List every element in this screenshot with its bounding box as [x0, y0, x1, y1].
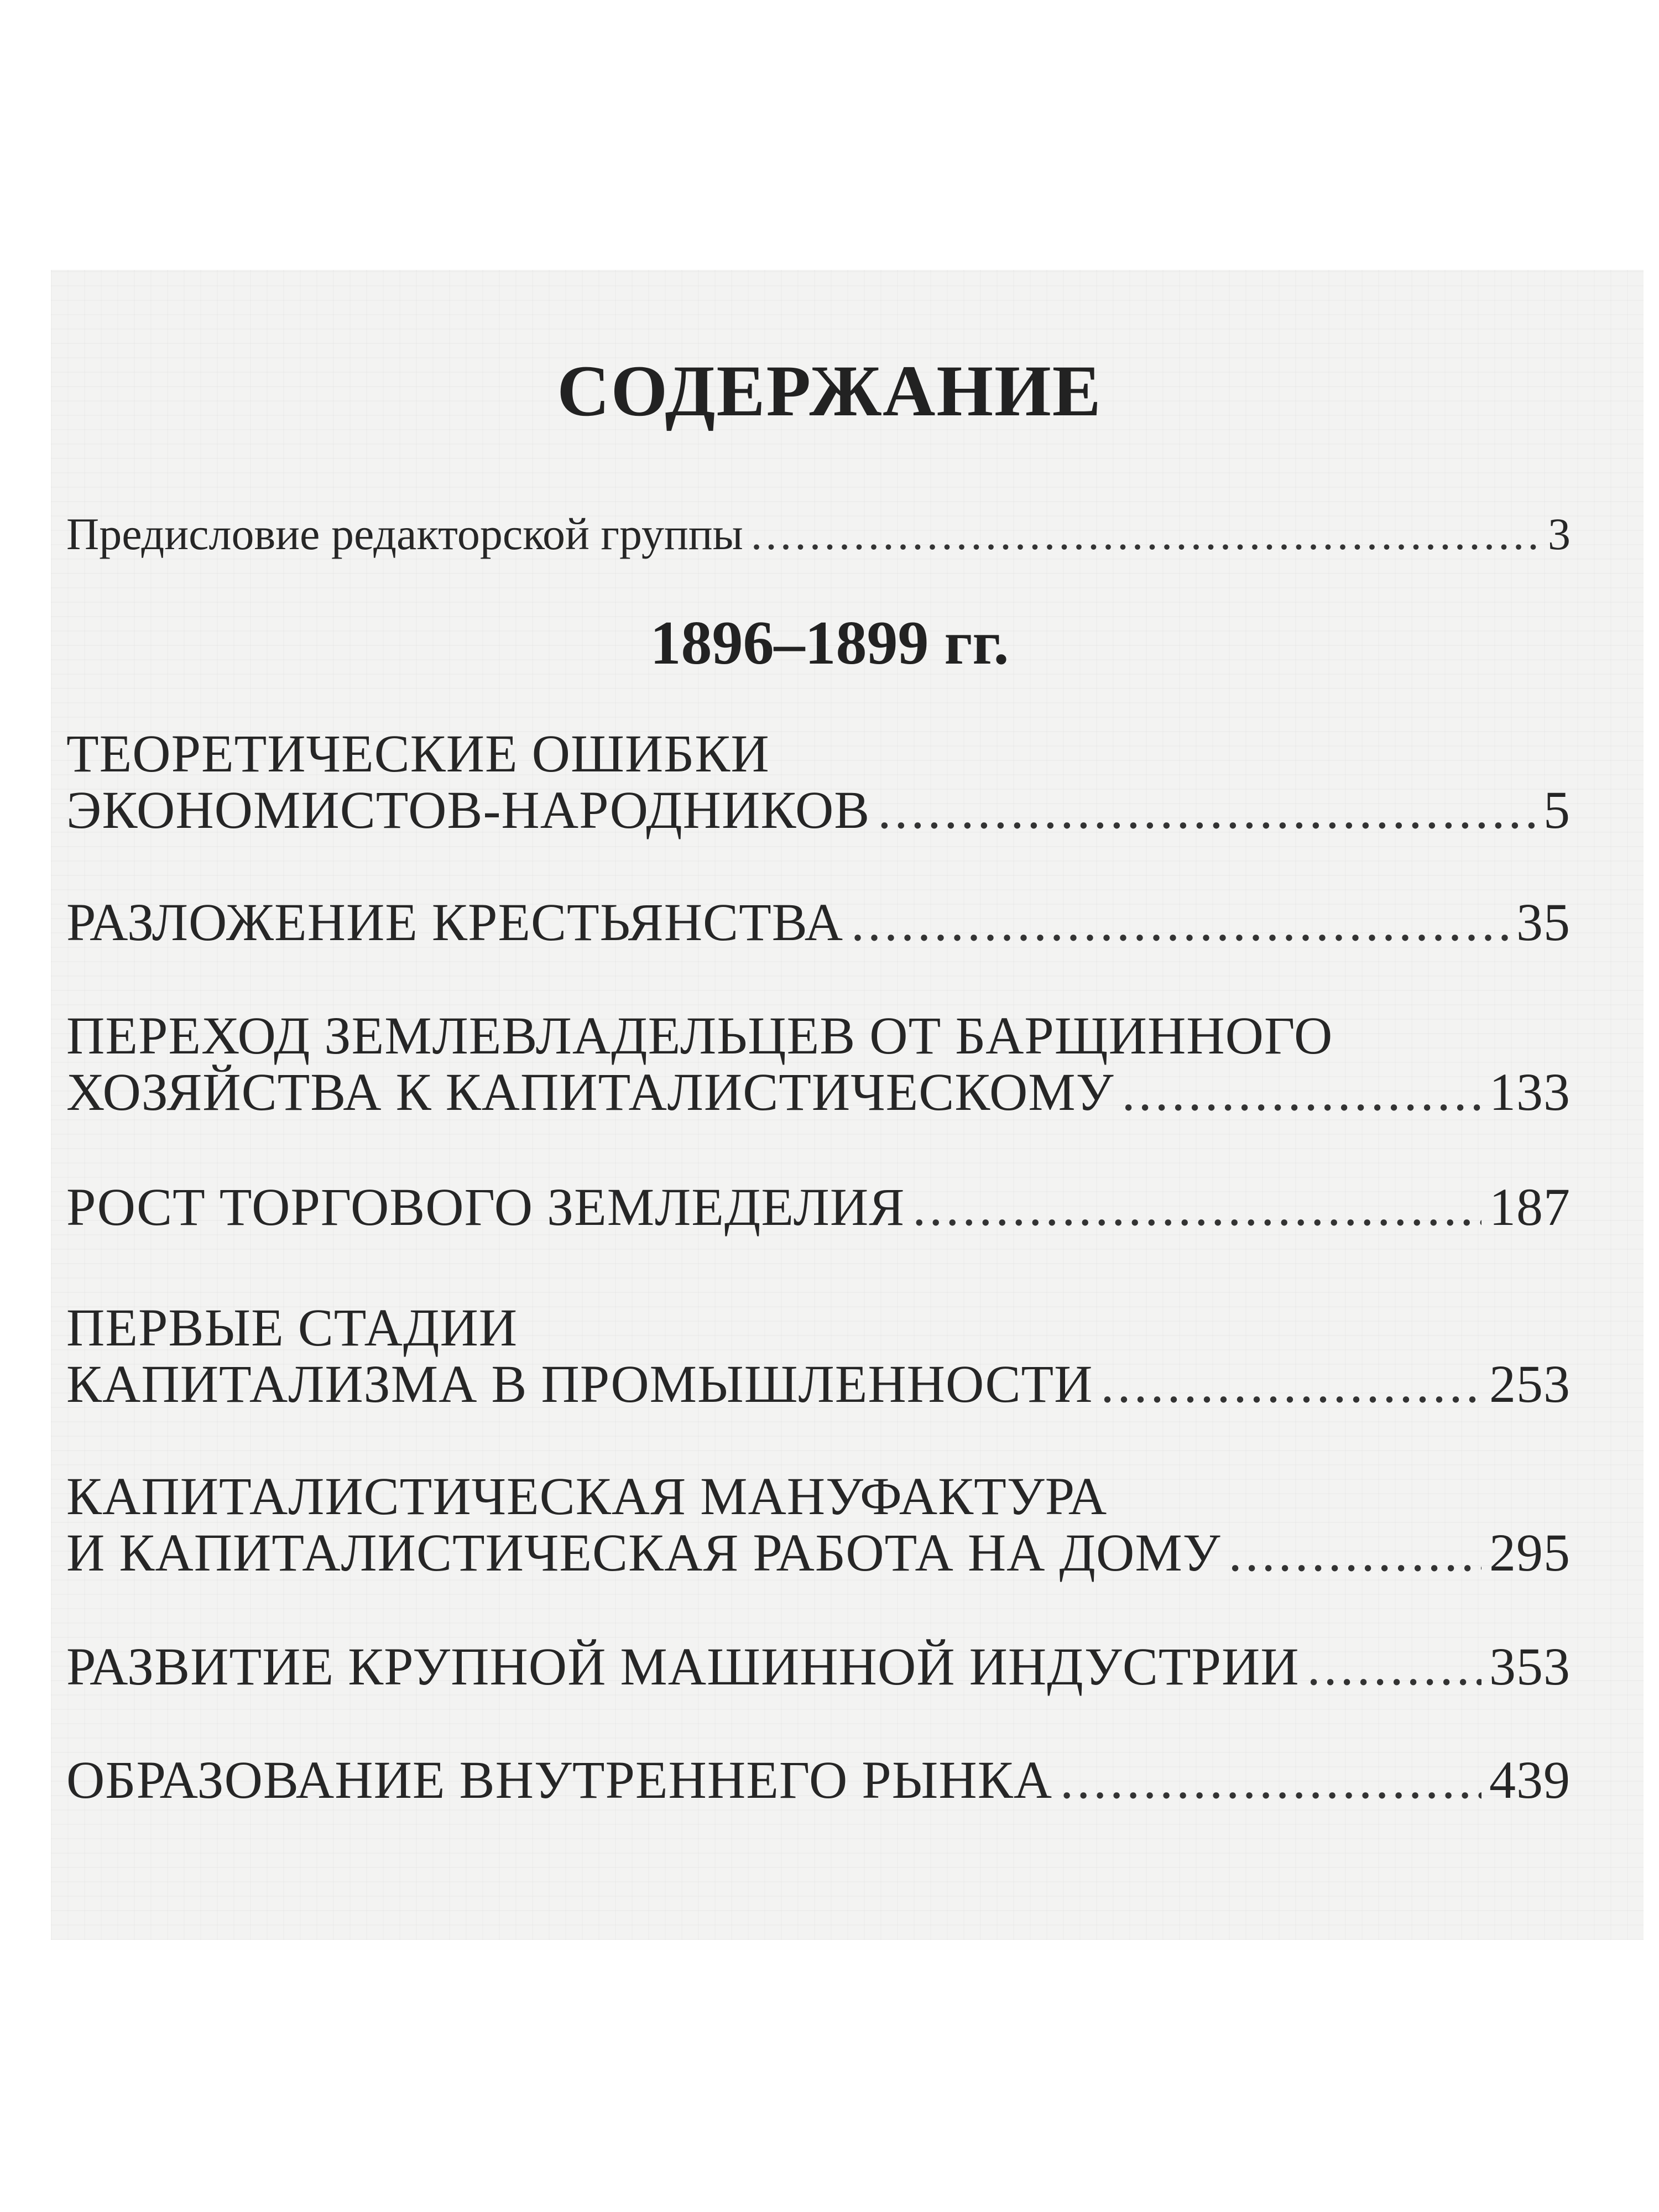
toc-entry [66, 1468, 1571, 1581]
toc-entry-line: И КАПИТАЛИСТИЧЕСКАЯ РАБОТА НА ДОМУ [66, 1523, 1221, 1582]
toc-page-number: 439 [1489, 1750, 1571, 1809]
page-title: СОДЕРЖАНИЕ [557, 350, 1102, 431]
toc-entry-line: ХОЗЯЙСТВА К КАПИТАЛИСТИЧЕСКОМУ [66, 1062, 1114, 1121]
toc-page-number: 3 [1548, 509, 1571, 559]
toc-page-number: 253 [1489, 1354, 1571, 1413]
toc-entry-line: ПЕРЕХОД ЗЕМЛЕВЛАДЕЛЬЦЕВ ОТ БАРЩИННОГО [66, 1006, 1333, 1065]
toc-entry-line: КАПИТАЛИСТИЧЕСКАЯ МАНУФАКТУРА [66, 1467, 1108, 1526]
toc-entry-line: РОСТ ТОРГОВОГО ЗЕМЛЕДЕЛИЯ [66, 1177, 905, 1237]
toc-entry [66, 1179, 1571, 1235]
dot-leader [1122, 1064, 1481, 1120]
dot-leader [878, 782, 1536, 838]
dot-leader [1060, 1752, 1481, 1808]
dot-leader [751, 506, 1540, 562]
toc-entry [66, 1752, 1571, 1808]
period-heading: 1896–1899 гг. [650, 609, 1009, 677]
toc-entry-preface [66, 506, 1571, 562]
toc-page-number: 133 [1489, 1062, 1571, 1121]
dot-leader [1229, 1525, 1481, 1581]
toc-page-number: 35 [1516, 893, 1571, 952]
toc-page-number: 353 [1489, 1637, 1571, 1696]
dot-leader [912, 1179, 1481, 1235]
dot-leader [851, 894, 1509, 951]
toc-entry-line: ТЕОРЕТИЧЕСКИЕ ОШИБКИ [66, 724, 770, 783]
toc-entry-line: ПЕРВЫЕ СТАДИИ [66, 1298, 518, 1357]
toc-page-number: 5 [1543, 780, 1571, 839]
dot-leader [1101, 1356, 1482, 1412]
toc-entry-line: РАЗВИТИЕ КРУПНОЙ МАШИННОЙ ИНДУСТРИИ [66, 1637, 1300, 1696]
toc-entry-text: Предисловие редакторской группы [66, 509, 743, 559]
toc-entry-line: ОБРАЗОВАНИЕ ВНУТРЕННЕГО РЫНКА [66, 1750, 1053, 1809]
dot-leader [1307, 1639, 1481, 1695]
toc-entry-line: КАПИТАЛИЗМА В ПРОМЫШЛЕННОСТИ [66, 1354, 1093, 1413]
toc-page-number: 187 [1489, 1177, 1571, 1237]
toc-page-number: 295 [1489, 1523, 1571, 1582]
toc-entry [66, 726, 1571, 838]
toc-entry [66, 1639, 1571, 1695]
toc-entry [66, 1300, 1571, 1412]
toc-entry [66, 894, 1571, 951]
toc-entry-line: РАЗЛОЖЕНИЕ КРЕСТЬЯНСТВА [66, 893, 844, 952]
toc-entry [66, 1008, 1571, 1120]
toc-entry-line: ЭКОНОМИСТОВ-НАРОДНИКОВ [66, 780, 870, 839]
